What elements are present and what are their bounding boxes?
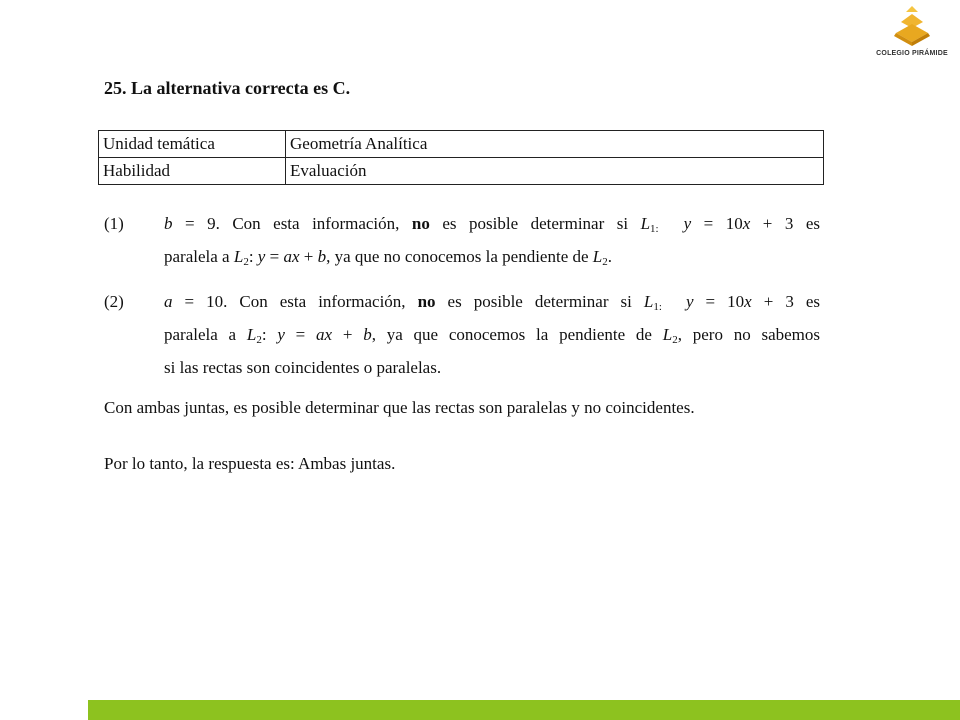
statement-2-line-3: si las rectas son coincidentes o paralelas. (164, 358, 442, 377)
table-value-unidad: Geometría Analítica (286, 131, 824, 158)
statement-2-line-1: a = 10. Con esta información, no es posible determinar si $L_{1:}$ y = 10x + 3 es (164, 292, 820, 313)
statement-1-line-1: b = 9. Con esta información, no es posible determinar si $L_{1:}$ y = 10x + 3 es (164, 214, 820, 235)
answer-heading: 25. La alternativa correcta es C. (104, 78, 351, 98)
statement-1-number: (1) (104, 214, 124, 233)
table-value-habilidad: Evaluación (286, 158, 824, 185)
final-answer-paragraph: Por lo tanto, la respuesta es: Ambas juntas. (104, 454, 396, 473)
pyramid-icon (888, 4, 936, 48)
info-table (98, 130, 824, 185)
table-key-unidad: Unidad temática (99, 131, 286, 158)
statement-1-text (164, 210, 820, 276)
statement-2-line-2: paralela a $L_2$: y = ax + b, ya que conocemos la pendiente de $L_2$, pero no sabemos (164, 325, 821, 346)
table-row (99, 158, 824, 185)
logo-text: COLEGIO PIRÁMIDE (876, 50, 948, 57)
statement-2-text (164, 288, 820, 382)
colegio-piramide-logo (868, 4, 956, 64)
statement-2-number: (2) (104, 292, 124, 311)
statement-1-line-2: paralela a $L_2$: y = ax + b, ya que no conocemos la pendiente de $L_2$. (164, 247, 613, 268)
table-key-habilidad: Habilidad (99, 158, 286, 185)
footer-bar (88, 700, 960, 720)
conclusion-paragraph: Con ambas juntas, es posible determinar que las rectas son paralelas y no coincidentes. (104, 398, 695, 417)
table-row (99, 131, 824, 158)
